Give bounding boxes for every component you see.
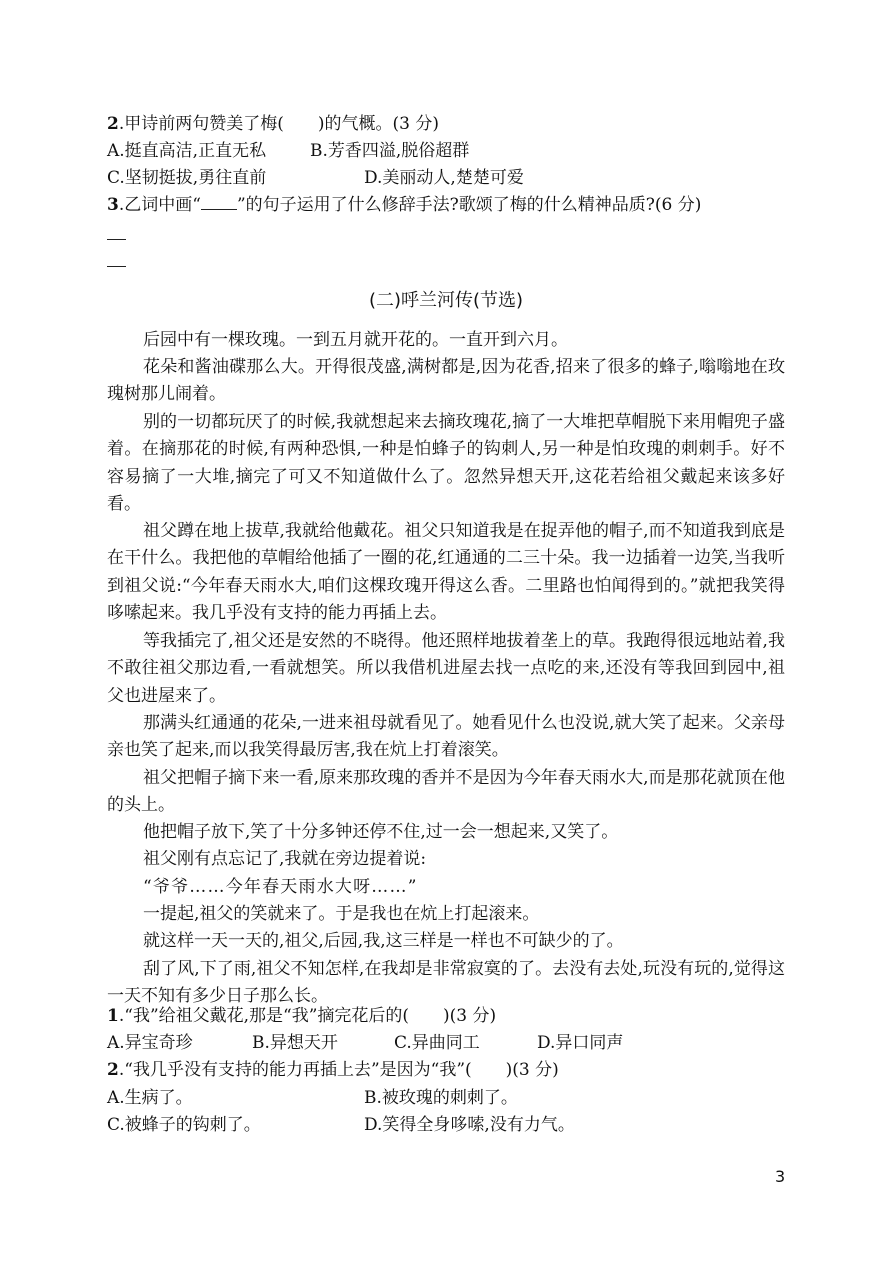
option-c: C.坚韧挺拔,勇往直前 [107, 168, 267, 188]
paragraph: “爷爷……今年春天雨水大呀……” [143, 877, 418, 897]
option-b: B.异想天开 [252, 1033, 338, 1053]
option-d: D.异口同声 [537, 1033, 624, 1053]
option-a: A.生病了。 [107, 1088, 193, 1108]
paragraph: 祖父蹲在地上拔草,我就给他戴花。祖父只知道我是在捉弄他的帽子,而不知道我到底是在干什么。我把他的草帽给他插了一圈的花,红通通的二三十朵。我一边插着一边笑,当我听到祖父说:“今年春天雨水大,咱们这棵玫瑰开得这么香。二里路也怕闻得到的。”就把我笑得哆嗦起来。我几乎没有支持的能力再插上去。 [107, 521, 785, 624]
question-number: 3 [107, 195, 119, 215]
option-d: D.笑得全身哆嗦,没有力气。 [364, 1115, 575, 1135]
answer-line [107, 266, 126, 267]
paragraph: 一提起,祖父的笑就来了。于是我也在炕上打起滚来。 [143, 904, 540, 924]
question-text: .甲诗前两句赞美了梅( )的气概。(3 分) [118, 114, 439, 134]
option-c: C.异曲同工 [394, 1033, 480, 1053]
question-text: .“我几乎没有支持的能力再插上去”是因为“我”( )(3 分) [118, 1060, 559, 1080]
paragraph: 后园中有一棵玫瑰。一到五月就开花的。一直开到六月。 [143, 330, 568, 350]
answer-line [107, 239, 126, 240]
question-2-stem [107, 1059, 559, 1081]
underline-blank [201, 195, 237, 210]
question-number: 2 [107, 114, 119, 134]
section-title: (二)呼兰河传(节选) [368, 290, 524, 311]
paragraph: 花朵和酱油碟那么大。开得很茂盛,满树都是,因为花香,招来了很多的蜂子,嗡嗡地在玫瑰树那儿闹着。 [107, 357, 785, 405]
option-a: A.挺直高洁,正直无私 [107, 141, 267, 161]
question-3-stem [107, 194, 701, 216]
page-number: 3 [775, 1167, 786, 1186]
paragraph: 祖父把帽子摘下来一看,原来那玫瑰的香并不是因为今年春天雨水大,而是那花就顶在他的头上。 [107, 768, 785, 816]
option-a: A.异宝奇珍 [107, 1033, 193, 1053]
paragraph: 那满头红通通的花朵,一进来祖母就看见了。她看见什么也没说,就大笑了起来。父亲母亲也笑了起来,而以我笑得最厉害,我在炕上打着滚笑。 [107, 713, 785, 761]
option-c: C.被蜂子的钩刺了。 [107, 1115, 261, 1135]
paragraph: 祖父刚有点忘记了,我就在旁边提着说: [143, 849, 427, 869]
question-text-after: ”的句子运用了什么修辞手法?歌颂了梅的什么精神品质?(6 分) [236, 195, 702, 215]
question-number: 2 [107, 1060, 119, 1080]
question-text: .“我”给祖父戴花,那是“我”摘完花后的( )(3 分) [118, 1006, 497, 1026]
question-2-stem [107, 113, 439, 135]
paragraph: 等我插完了,祖父还是安然的不晓得。他还照样地拔着垄上的草。我跑得很远地站着,我不敢往祖父那边看,一看就想笑。所以我借机进屋去找一点吃的来,还没有等我回到园中,祖父也进屋来了。 [107, 631, 785, 706]
option-b: B.芳香四溢,脱俗超群 [310, 141, 470, 161]
option-d: D.美丽动人,楚楚可爱 [364, 168, 524, 188]
question-number: 1 [107, 1006, 119, 1026]
paragraph: 别的一切都玩厌了的时候,我就想起来去摘玫瑰花,摘了一大堆把草帽脱下来用帽兜子盛着。在摘那花的时候,有两种恐惧,一种是怕蜂子的钩刺人,另一种是怕玫瑰的刺刺手。好不容易摘了一大堆,摘完了可又不知道做什么了。忽然异想天开,这花若给祖父戴起来该多好看。 [107, 412, 785, 515]
question-text-before: .乙词中画“ [118, 195, 201, 215]
paragraph: 刮了风,下了雨,祖父不知怎样,在我却是非常寂寞的了。去没有去处,玩没有玩的,觉得这一天不知有多少日子那么长。 [107, 959, 785, 1007]
paragraph: 就这样一天一天的,祖父,后园,我,这三样是一样也不可缺少的了。 [143, 931, 624, 951]
question-1-stem [107, 1005, 496, 1027]
option-b: B.被玫瑰的刺刺了。 [364, 1088, 518, 1108]
paragraph: 他把帽子放下,笑了十分多钟还停不住,过一会一想起来,又笑了。 [143, 822, 619, 842]
